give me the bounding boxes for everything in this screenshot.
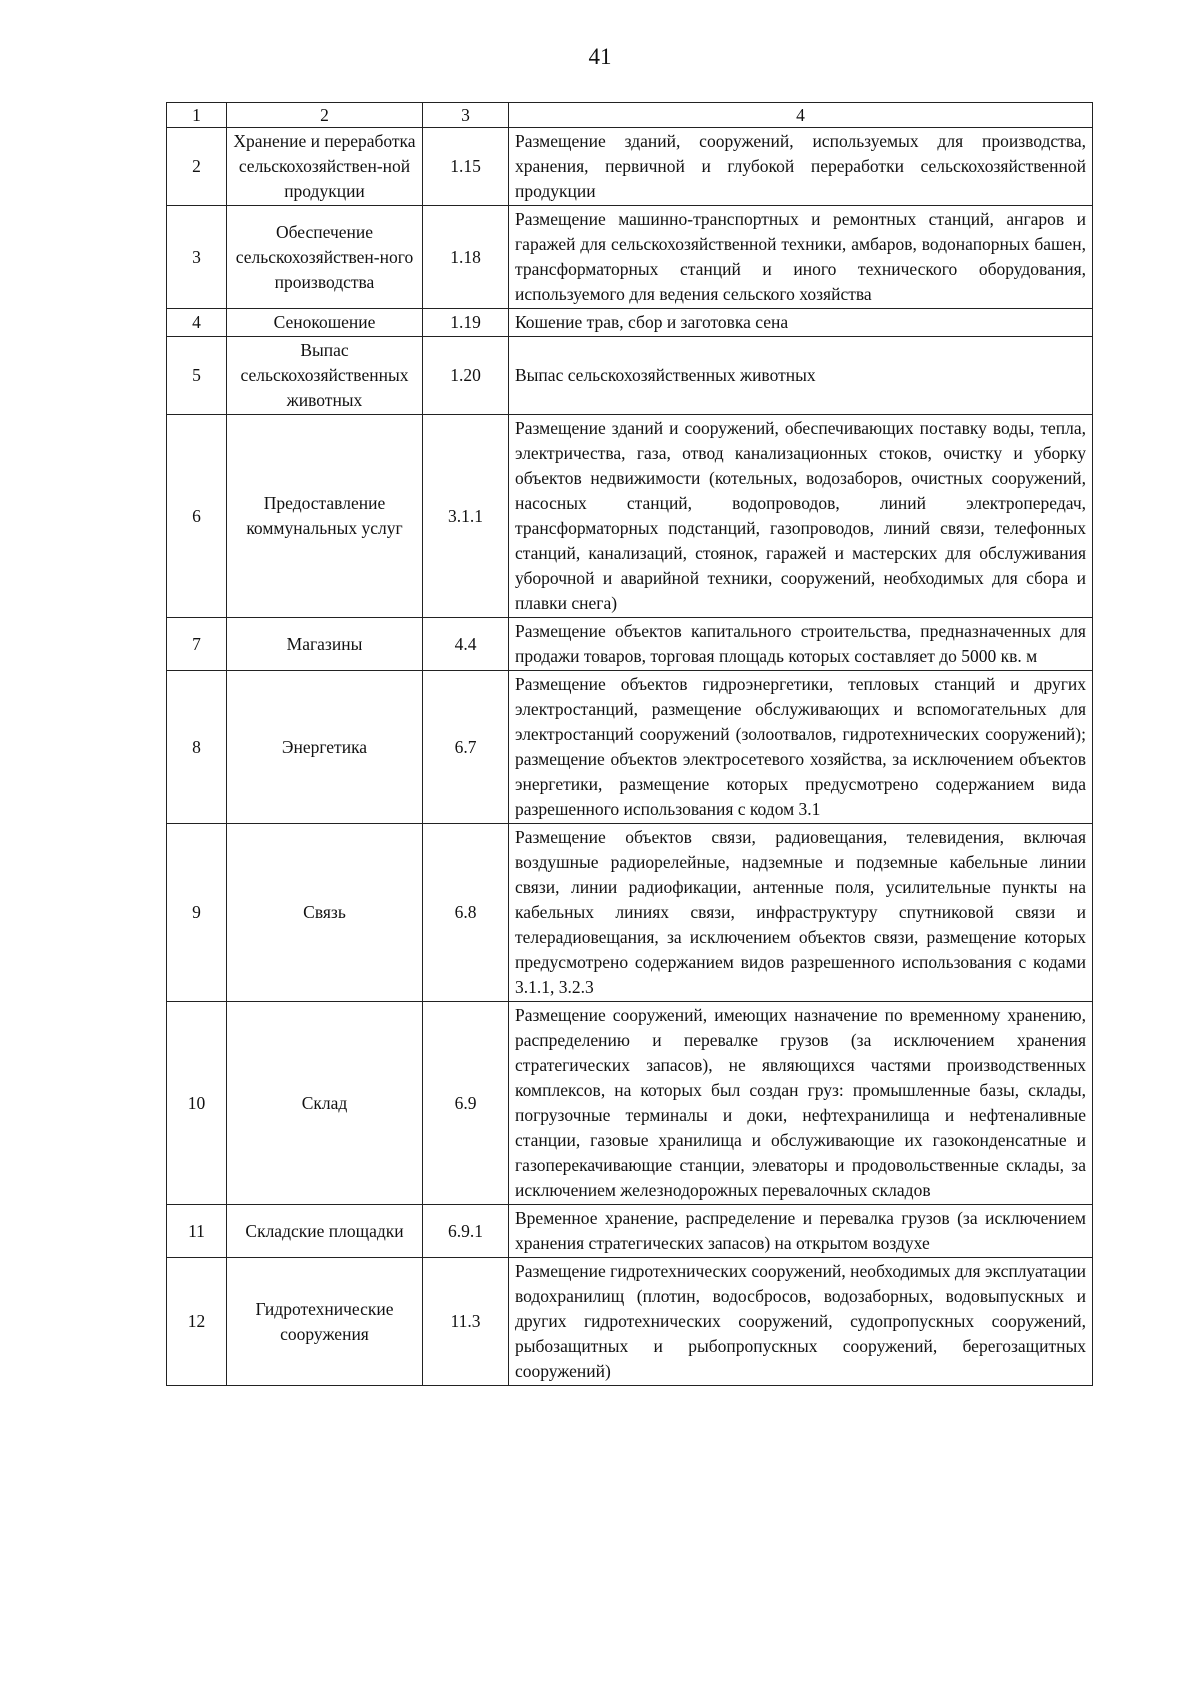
row-number-cell: 11 — [167, 1205, 227, 1258]
row-number-cell: 8 — [167, 671, 227, 824]
row-number-cell: 4 — [167, 309, 227, 337]
use-name-cell: Предоставление коммунальных услуг — [227, 415, 423, 618]
page-number: 41 — [588, 44, 612, 69]
use-code-cell: 1.15 — [423, 128, 509, 206]
use-name-cell: Гидротехнические сооружения — [227, 1258, 423, 1386]
row-number-cell: 9 — [167, 824, 227, 1002]
table-row — [167, 671, 1093, 824]
use-code-cell: 3.1.1 — [423, 415, 509, 618]
row-number-cell: 7 — [167, 618, 227, 671]
use-code-cell: 6.7 — [423, 671, 509, 824]
use-name-cell: Выпас сельскохозяйственных животных — [227, 337, 423, 415]
column-header-4: 4 — [509, 103, 1093, 128]
row-number-cell: 12 — [167, 1258, 227, 1386]
use-name-cell: Складские площадки — [227, 1205, 423, 1258]
use-description-cell: Размещение объектов связи, радиовещания, телевидения, включая воздушные радиорелейные, надземные и подземные кабельные линии связи, линии радиофикации, антенные поля, усилительные пункты на кабельных линиях связи, инфраструктуру спутниковой связи и телерадиовещания, за исключением объектов связи, размещение которых предусмотрено содержанием видов разрешенного использования с кодами 3.1.1, 3.2.3 — [509, 824, 1093, 1002]
table-row — [167, 337, 1093, 415]
table-row — [167, 824, 1093, 1002]
use-code-cell: 6.9.1 — [423, 1205, 509, 1258]
use-code-cell: 6.9 — [423, 1002, 509, 1205]
table-header-row — [167, 103, 1093, 128]
use-name-cell: Склад — [227, 1002, 423, 1205]
table-body — [167, 103, 1093, 1386]
permitted-use-table — [166, 102, 1093, 1386]
row-number-cell: 6 — [167, 415, 227, 618]
row-number-cell: 10 — [167, 1002, 227, 1205]
table-row — [167, 128, 1093, 206]
use-description-cell: Размещение машинно-транспортных и ремонтных станций, ангаров и гаражей для сельскохозяйственной техники, амбаров, водонапорных башен, трансформаторных станций и иного технического оборудования, используемого для ведения сельского хозяйства — [509, 206, 1093, 309]
use-name-cell: Энергетика — [227, 671, 423, 824]
table-row — [167, 206, 1093, 309]
use-name-cell: Сенокошение — [227, 309, 423, 337]
use-code-cell: 11.3 — [423, 1258, 509, 1386]
row-number-cell: 2 — [167, 128, 227, 206]
use-description-cell: Размещение объектов гидроэнергетики, тепловых станций и других электростанций, размещение обслуживающих и вспомогательных для электростанций сооружений (золоотвалов, гидротехнических сооружений); размещение объектов электросетевого хозяйства, за исключением объектов энергетики, размещение которых предусмотрено содержанием вида разрешенного использования с кодом 3.1 — [509, 671, 1093, 824]
use-description-cell: Размещение зданий, сооружений, используемых для производства, хранения, первичной и глубокой переработки сельскохозяйственной продукции — [509, 128, 1093, 206]
use-description-cell: Размещение зданий и сооружений, обеспечивающих поставку воды, тепла, электричества, газа, отвод канализационных стоков, очистку и уборку объектов недвижимости (котельных, водозаборов, очистных сооружений, насосных станций, водопроводов, линий электропередач, трансформаторных подстанций, газопроводов, линий связи, телефонных станций, канализаций, стоянок, гаражей и мастерских для обслуживания уборочной и аварийной техники, сооружений, необходимых для сбора и плавки снега) — [509, 415, 1093, 618]
use-name-cell: Обеспечение сельскохозяйствен-ного производства — [227, 206, 423, 309]
use-description-cell: Размещение гидротехнических сооружений, необходимых для эксплуатации водохранилищ (плотин, водосбросов, водозаборных, водовыпускных и других гидротехнических сооружений, судопропускных сооружений, рыбозащитных и рыбопропускных сооружений, берегозащитных сооружений) — [509, 1258, 1093, 1386]
table-row — [167, 1258, 1093, 1386]
use-code-cell: 1.20 — [423, 337, 509, 415]
column-header-3: 3 — [423, 103, 509, 128]
use-name-cell: Хранение и переработка сельскохозяйствен-ной продукции — [227, 128, 423, 206]
table-row — [167, 1002, 1093, 1205]
table-row — [167, 309, 1093, 337]
table-row — [167, 1205, 1093, 1258]
table-row — [167, 415, 1093, 618]
use-description-cell: Размещение объектов капитального строительства, предназначенных для продажи товаров, торговая площадь которых составляет до 5000 кв. м — [509, 618, 1093, 671]
use-description-cell: Размещение сооружений, имеющих назначение по временному хранению, распределению и перевалке грузов (за исключением хранения стратегических запасов), не являющихся частями производственных комплексов, на которых был создан груз: промышленные базы, склады, погрузочные терминалы и доки, нефтехранилища и нефтеналивные станции, газовые хранилища и обслуживающие их газоконденсатные и газоперекачивающие станции, элеваторы и продовольственные склады, за исключением железнодорожных перевалочных складов — [509, 1002, 1093, 1205]
use-description-cell: Временное хранение, распределение и перевалка грузов (за исключением хранения стратегических запасов) на открытом воздухе — [509, 1205, 1093, 1258]
use-description-cell: Выпас сельскохозяйственных животных — [509, 337, 1093, 415]
column-header-1: 1 — [167, 103, 227, 128]
use-name-cell: Связь — [227, 824, 423, 1002]
use-code-cell: 1.18 — [423, 206, 509, 309]
use-code-cell: 6.8 — [423, 824, 509, 1002]
use-name-cell: Магазины — [227, 618, 423, 671]
use-description-cell: Кошение трав, сбор и заготовка сена — [509, 309, 1093, 337]
row-number-cell: 3 — [167, 206, 227, 309]
row-number-cell: 5 — [167, 337, 227, 415]
use-code-cell: 1.19 — [423, 309, 509, 337]
table-row — [167, 618, 1093, 671]
column-header-2: 2 — [227, 103, 423, 128]
use-code-cell: 4.4 — [423, 618, 509, 671]
